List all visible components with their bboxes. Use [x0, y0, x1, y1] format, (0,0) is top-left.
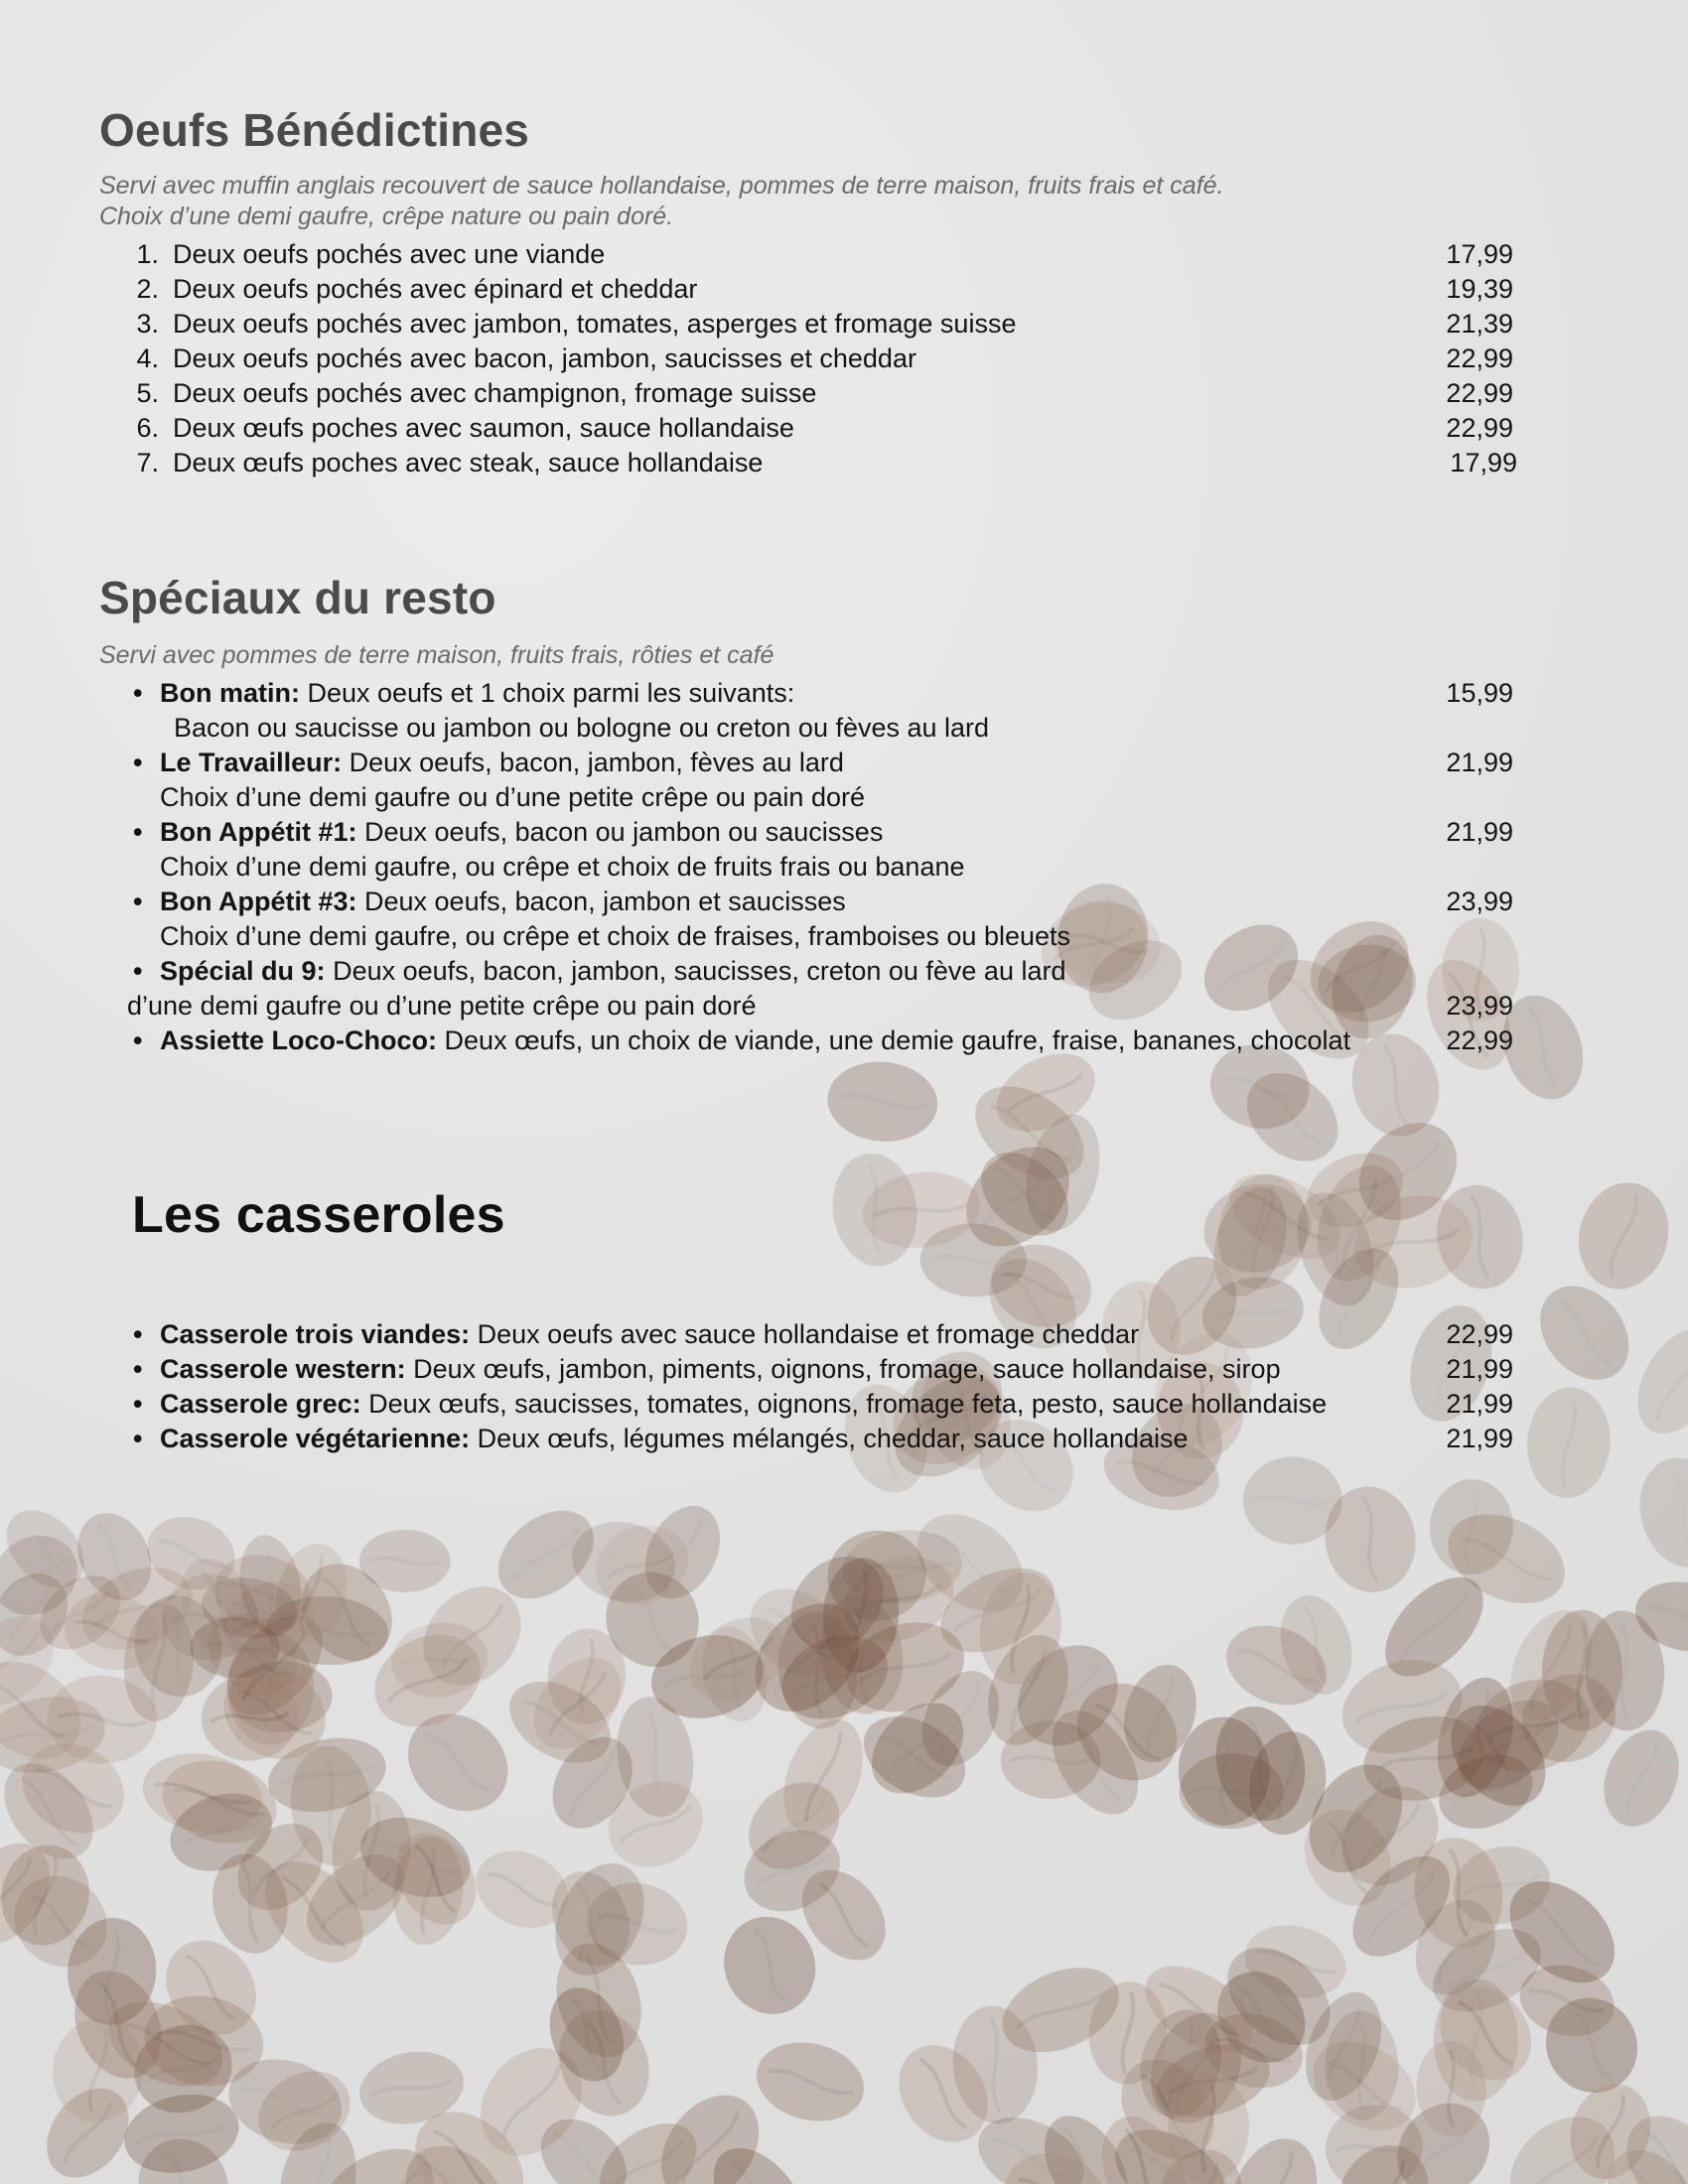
item-desc: Deux œufs, jambon, piments, oignons, fromage, sauce hollandaise, sirop: [405, 1354, 1281, 1384]
benedictine-price-6: 22,99: [1446, 413, 1513, 443]
item-name: Assiette Loco-Choco:: [160, 1025, 438, 1055]
casserole-item-vegetarienne: [133, 1422, 1189, 1456]
special-price-bon-appetit-3: 23,99: [1446, 887, 1513, 916]
item-number: 1.: [136, 239, 159, 269]
speciaux-subtitle: Servi avec pommes de terre maison, fruits frais, rôties et café: [99, 641, 774, 669]
benedictine-item-5: [119, 376, 816, 411]
item-text: Deux œufs poches avec saumon, sauce hollandaise: [173, 413, 794, 443]
benedictines-subtitle-1: Servi avec muffin anglais recouvert de sauce hollandaise, pommes de terre maison, fruits frais et café.: [99, 172, 1224, 200]
item-desc: Deux oeufs et 1 choix parmi les suivants:: [300, 678, 795, 708]
special-item-bon-appetit-1: [133, 815, 883, 850]
item-desc: Deux oeufs, bacon ou jambon ou saucisses: [356, 817, 884, 847]
item-text: Deux œufs poches avec steak, sauce hollandaise: [173, 448, 764, 478]
bullet: •: [133, 678, 143, 708]
casserole-price-grec: 21,99: [1446, 1389, 1513, 1419]
bullet: •: [133, 1354, 143, 1384]
item-number: 5.: [136, 378, 159, 408]
bullet: •: [133, 817, 143, 847]
casserole-item-trois-viandes: [133, 1317, 1139, 1352]
bullet: •: [133, 1389, 143, 1419]
item-name: Casserole grec:: [160, 1389, 361, 1419]
benedictine-price-2: 19,39: [1446, 274, 1513, 304]
item-name: Casserole végétarienne:: [160, 1424, 471, 1453]
casserole-price-vegetarienne: 21,99: [1446, 1424, 1513, 1453]
special-item-bon-matin-line2: Bacon ou saucisse ou jambon ou bologne ou creton ou fèves au lard: [174, 713, 990, 743]
special-item-bon-appetit-3: [133, 885, 846, 919]
item-desc: Deux œufs, saucisses, tomates, oignons, fromage feta, pesto, sauce hollandaise: [360, 1389, 1328, 1419]
item-desc: Deux oeufs, bacon, jambon et saucisses: [356, 887, 846, 916]
benedictine-item-3: [119, 307, 1016, 341]
item-text: Deux oeufs pochés avec champignon, fromage suisse: [173, 378, 817, 408]
bullet: •: [133, 1319, 143, 1349]
item-name: Spécial du 9:: [160, 956, 326, 986]
bullet: •: [133, 1424, 143, 1453]
benedictine-item-2: [119, 272, 697, 307]
special-price-travailleur: 21,99: [1446, 748, 1513, 777]
item-name: Casserole western:: [160, 1354, 406, 1384]
item-number: 2.: [136, 274, 159, 304]
benedictine-item-6: [119, 411, 794, 446]
benedictine-price-5: 22,99: [1446, 378, 1513, 408]
bullet: •: [133, 887, 143, 916]
item-text: Deux oeufs pochés avec épinard et cheddar: [173, 274, 698, 304]
special-item-bon-matin: [133, 676, 794, 711]
special-price-loco-choco: 22,99: [1446, 1025, 1513, 1055]
benedictines-title: Oeufs Bénédictines: [99, 104, 530, 156]
bullet: •: [133, 1025, 143, 1055]
casseroles-title: Les casseroles: [132, 1186, 505, 1244]
special-item-special-du-9-line2: d’une demi gaufre ou d’une petite crêpe ou pain doré: [127, 991, 757, 1021]
special-price-bon-appetit-1: 21,99: [1446, 817, 1513, 847]
special-item-special-du-9: [133, 954, 1066, 989]
casserole-item-western: [133, 1352, 1281, 1387]
casserole-price-western: 21,99: [1446, 1354, 1513, 1384]
special-item-travailleur: [133, 746, 844, 780]
special-item-bon-appetit-1-line2: Choix d’une demi gaufre, ou crêpe et choix de fruits frais ou banane: [160, 852, 965, 882]
casserole-item-grec: [133, 1387, 1327, 1422]
bullet: •: [133, 956, 143, 986]
benedictine-price-1: 17,99: [1446, 239, 1513, 269]
item-name: Bon matin:: [160, 678, 300, 708]
casserole-price-trois-viandes: 22,99: [1446, 1319, 1513, 1349]
item-desc: Deux oeufs, bacon, jambon, fèves au lard: [342, 748, 844, 777]
item-desc: Deux oeufs, bacon, jambon, saucisses, creton ou fève au lard: [325, 956, 1066, 986]
item-name: Bon Appétit #3:: [160, 887, 357, 916]
item-text: Deux oeufs pochés avec une viande: [173, 239, 606, 269]
special-item-travailleur-line2: Choix d’une demi gaufre ou d’une petite crêpe ou pain doré: [160, 782, 865, 812]
benedictine-price-7: 17,99: [1450, 448, 1517, 478]
item-number: 7.: [136, 448, 159, 478]
item-name: Bon Appétit #1:: [160, 817, 357, 847]
benedictine-item-1: [119, 237, 605, 272]
special-price-bon-matin: 15,99: [1446, 678, 1513, 708]
item-name: Le Travailleur:: [160, 748, 343, 777]
item-number: 6.: [136, 413, 159, 443]
benedictine-item-7: [119, 446, 763, 480]
item-text: Deux oeufs pochés avec jambon, tomates, asperges et fromage suisse: [173, 309, 1017, 339]
benedictines-subtitle-2: Choix d’une demi gaufre, crêpe nature ou pain doré.: [99, 203, 674, 230]
benedictine-price-4: 22,99: [1446, 343, 1513, 373]
item-name: Casserole trois viandes:: [160, 1319, 471, 1349]
special-price-special-du-9: 23,99: [1446, 991, 1513, 1021]
item-text: Deux oeufs pochés avec bacon, jambon, saucisses et cheddar: [173, 343, 916, 373]
speciaux-title: Spéciaux du resto: [99, 572, 496, 623]
item-number: 4.: [136, 343, 159, 373]
item-desc: Deux œufs, légumes mélangés, cheddar, sauce hollandaise: [470, 1424, 1189, 1453]
special-item-loco-choco: [133, 1024, 1350, 1058]
benedictine-item-4: [119, 341, 916, 376]
item-desc: Deux oeufs avec sauce hollandaise et fromage cheddar: [470, 1319, 1140, 1349]
item-number: 3.: [136, 309, 159, 339]
item-desc: Deux œufs, un choix de viande, une demie gaufre, fraise, bananes, chocolat: [437, 1025, 1351, 1055]
benedictine-price-3: 21,39: [1446, 309, 1513, 339]
special-item-bon-appetit-3-line2: Choix d’une demi gaufre, ou crêpe et choix de fraises, framboises ou bleuets: [160, 921, 1071, 951]
bullet: •: [133, 748, 143, 777]
